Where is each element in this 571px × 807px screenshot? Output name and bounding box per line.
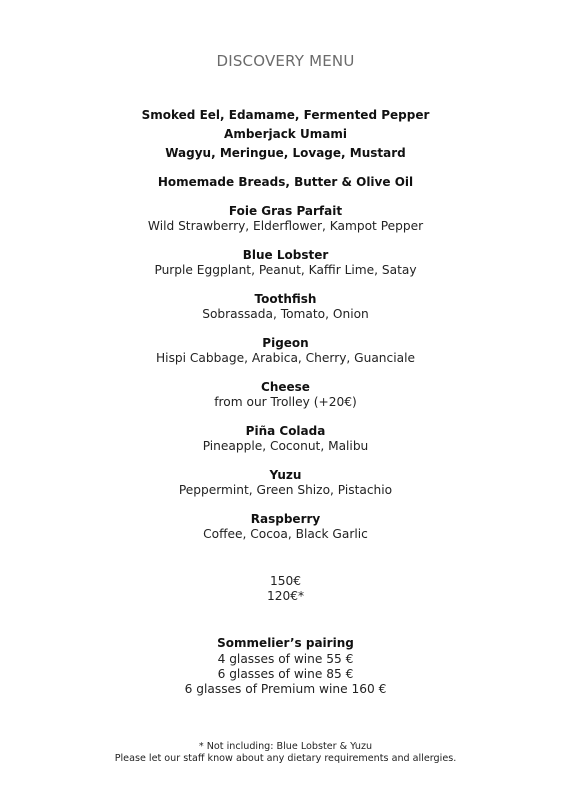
course-name: Foie Gras Parfait	[228, 204, 343, 218]
course-description: Sobrassada, Tomato, Onion	[202, 307, 369, 321]
pairing-option: 6 glasses of wine 85 €	[217, 667, 354, 681]
pairing-option: 6 glasses of Premium wine 160 €	[184, 682, 387, 696]
course-description: Pineapple, Coconut, Malibu	[202, 439, 369, 453]
course-name: Pigeon	[262, 336, 309, 350]
course-name: Raspberry	[250, 512, 321, 526]
course-description: from our Trolley (+20€)	[214, 395, 357, 409]
snack-item: Amberjack Umami	[224, 127, 347, 141]
course-name: Yuzu	[269, 468, 302, 482]
allergy-notice: Please let our staff know about any dietary requirements and allergies.	[114, 753, 457, 764]
bread-item: Homemade Breads, Butter & Olive Oil	[157, 175, 414, 189]
snack-item: Wagyu, Meringue, Lovage, Mustard	[165, 146, 406, 160]
pairing-option: 4 glasses of wine 55 €	[217, 652, 354, 666]
pairing-title: Sommelier’s pairing	[217, 636, 354, 650]
menu-price-reduced: 120€*	[266, 589, 305, 603]
footnote: * Not including: Blue Lobster & Yuzu	[198, 741, 373, 752]
menu-title: DISCOVERY MENU	[216, 52, 355, 70]
course-name: Cheese	[261, 380, 310, 394]
course-name: Piña Colada	[245, 424, 326, 438]
course-description: Purple Eggplant, Peanut, Kaffir Lime, Satay	[154, 263, 417, 277]
course-description: Wild Strawberry, Elderflower, Kampot Pepper	[147, 219, 424, 233]
course-name: Blue Lobster	[242, 248, 329, 262]
course-description: Hispi Cabbage, Arabica, Cherry, Guanciale	[156, 351, 415, 365]
snack-item: Smoked Eel, Edamame, Fermented Pepper	[141, 108, 430, 122]
course-name: Toothfish	[254, 292, 317, 306]
menu-price: 150€	[269, 574, 302, 588]
course-description: Peppermint, Green Shizo, Pistachio	[178, 483, 393, 497]
course-description: Coffee, Cocoa, Black Garlic	[203, 527, 368, 541]
